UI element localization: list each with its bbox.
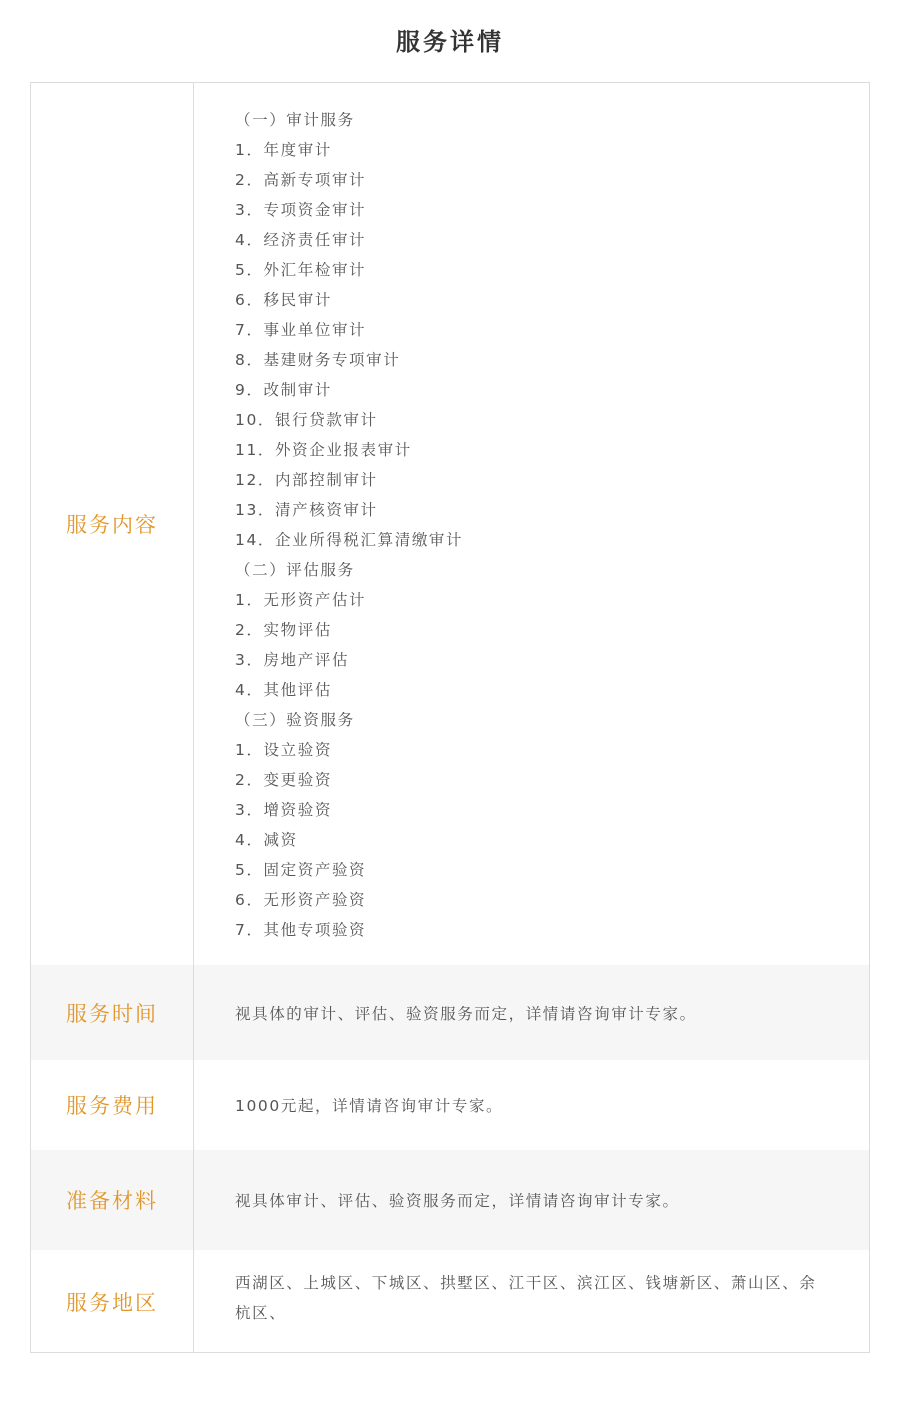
service-content-item: 3．增资验资	[235, 801, 332, 819]
service-content-item: 2．高新专项审计	[235, 171, 367, 189]
service-content-item: 4．减资	[235, 831, 298, 849]
service-content-item: （二）评估服务	[235, 561, 355, 579]
service-content-item: 1．设立验资	[235, 741, 332, 759]
service-content-item: （三）验资服务	[235, 711, 355, 729]
service-content-item: 8．基建财务专项审计	[235, 351, 401, 369]
service-time-value: 视具体的审计、评估、验资服务而定，详情请咨询审计专家。	[235, 1004, 697, 1023]
service-time-label: 服务时间	[31, 965, 194, 1060]
service-region-label: 服务地区	[31, 1250, 194, 1353]
service-region-value	[195, 1250, 869, 1353]
service-content-label: 服务内容	[31, 83, 194, 965]
service-content-item: 4．经济责任审计	[235, 231, 367, 249]
service-content-list	[235, 105, 463, 945]
service-content-item: 3．房地产评估	[235, 651, 350, 669]
service-content-item: 2．实物评估	[235, 621, 332, 639]
service-content-item: 1．无形资产估计	[235, 591, 367, 609]
service-fee-value: 1000元起，详情请咨询审计专家。	[235, 1097, 504, 1115]
service-region-text: 西湖区、上城区、下城区、拱墅区、江干区、滨江区、钱塘新区、萧山区、余杭区、	[235, 1274, 817, 1322]
service-content-value	[195, 83, 869, 965]
page-title: 服务详情	[396, 28, 504, 56]
service-content-item: 5．外汇年检审计	[235, 261, 367, 279]
service-content-item: 3．专项资金审计	[235, 201, 367, 219]
service-content-item: 14．企业所得税汇算清缴审计	[235, 531, 464, 549]
service-fee-label: 服务费用	[31, 1060, 194, 1150]
service-content-item: 5．固定资产验资	[235, 861, 367, 879]
row-service-region	[31, 1250, 869, 1353]
service-content-item: 9．改制审计	[235, 381, 332, 399]
service-content-item: 7．其他专项验资	[235, 921, 367, 939]
service-content-item: 11．外资企业报表审计	[235, 441, 412, 459]
row-service-time	[31, 965, 869, 1060]
service-content-item: 2．变更验资	[235, 771, 332, 789]
service-content-item: 6．移民审计	[235, 291, 332, 309]
materials-label: 准备材料	[31, 1150, 194, 1250]
service-content-item: 12．内部控制审计	[235, 471, 378, 489]
service-content-item: 13．清产核资审计	[235, 501, 378, 519]
service-content-item: 1．年度审计	[235, 141, 332, 159]
service-detail-table	[30, 82, 870, 1353]
service-content-item: 7．事业单位审计	[235, 321, 367, 339]
row-materials	[31, 1150, 869, 1250]
service-content-item: 6．无形资产验资	[235, 891, 367, 909]
materials-value: 视具体审计、评估、验资服务而定，详情请咨询审计专家。	[235, 1192, 680, 1210]
service-content-item: （一）审计服务	[235, 111, 355, 129]
row-service-fee	[31, 1060, 869, 1150]
service-content-item: 10．银行贷款审计	[235, 411, 378, 429]
service-content-item: 4．其他评估	[235, 681, 332, 699]
row-service-content	[31, 83, 869, 965]
